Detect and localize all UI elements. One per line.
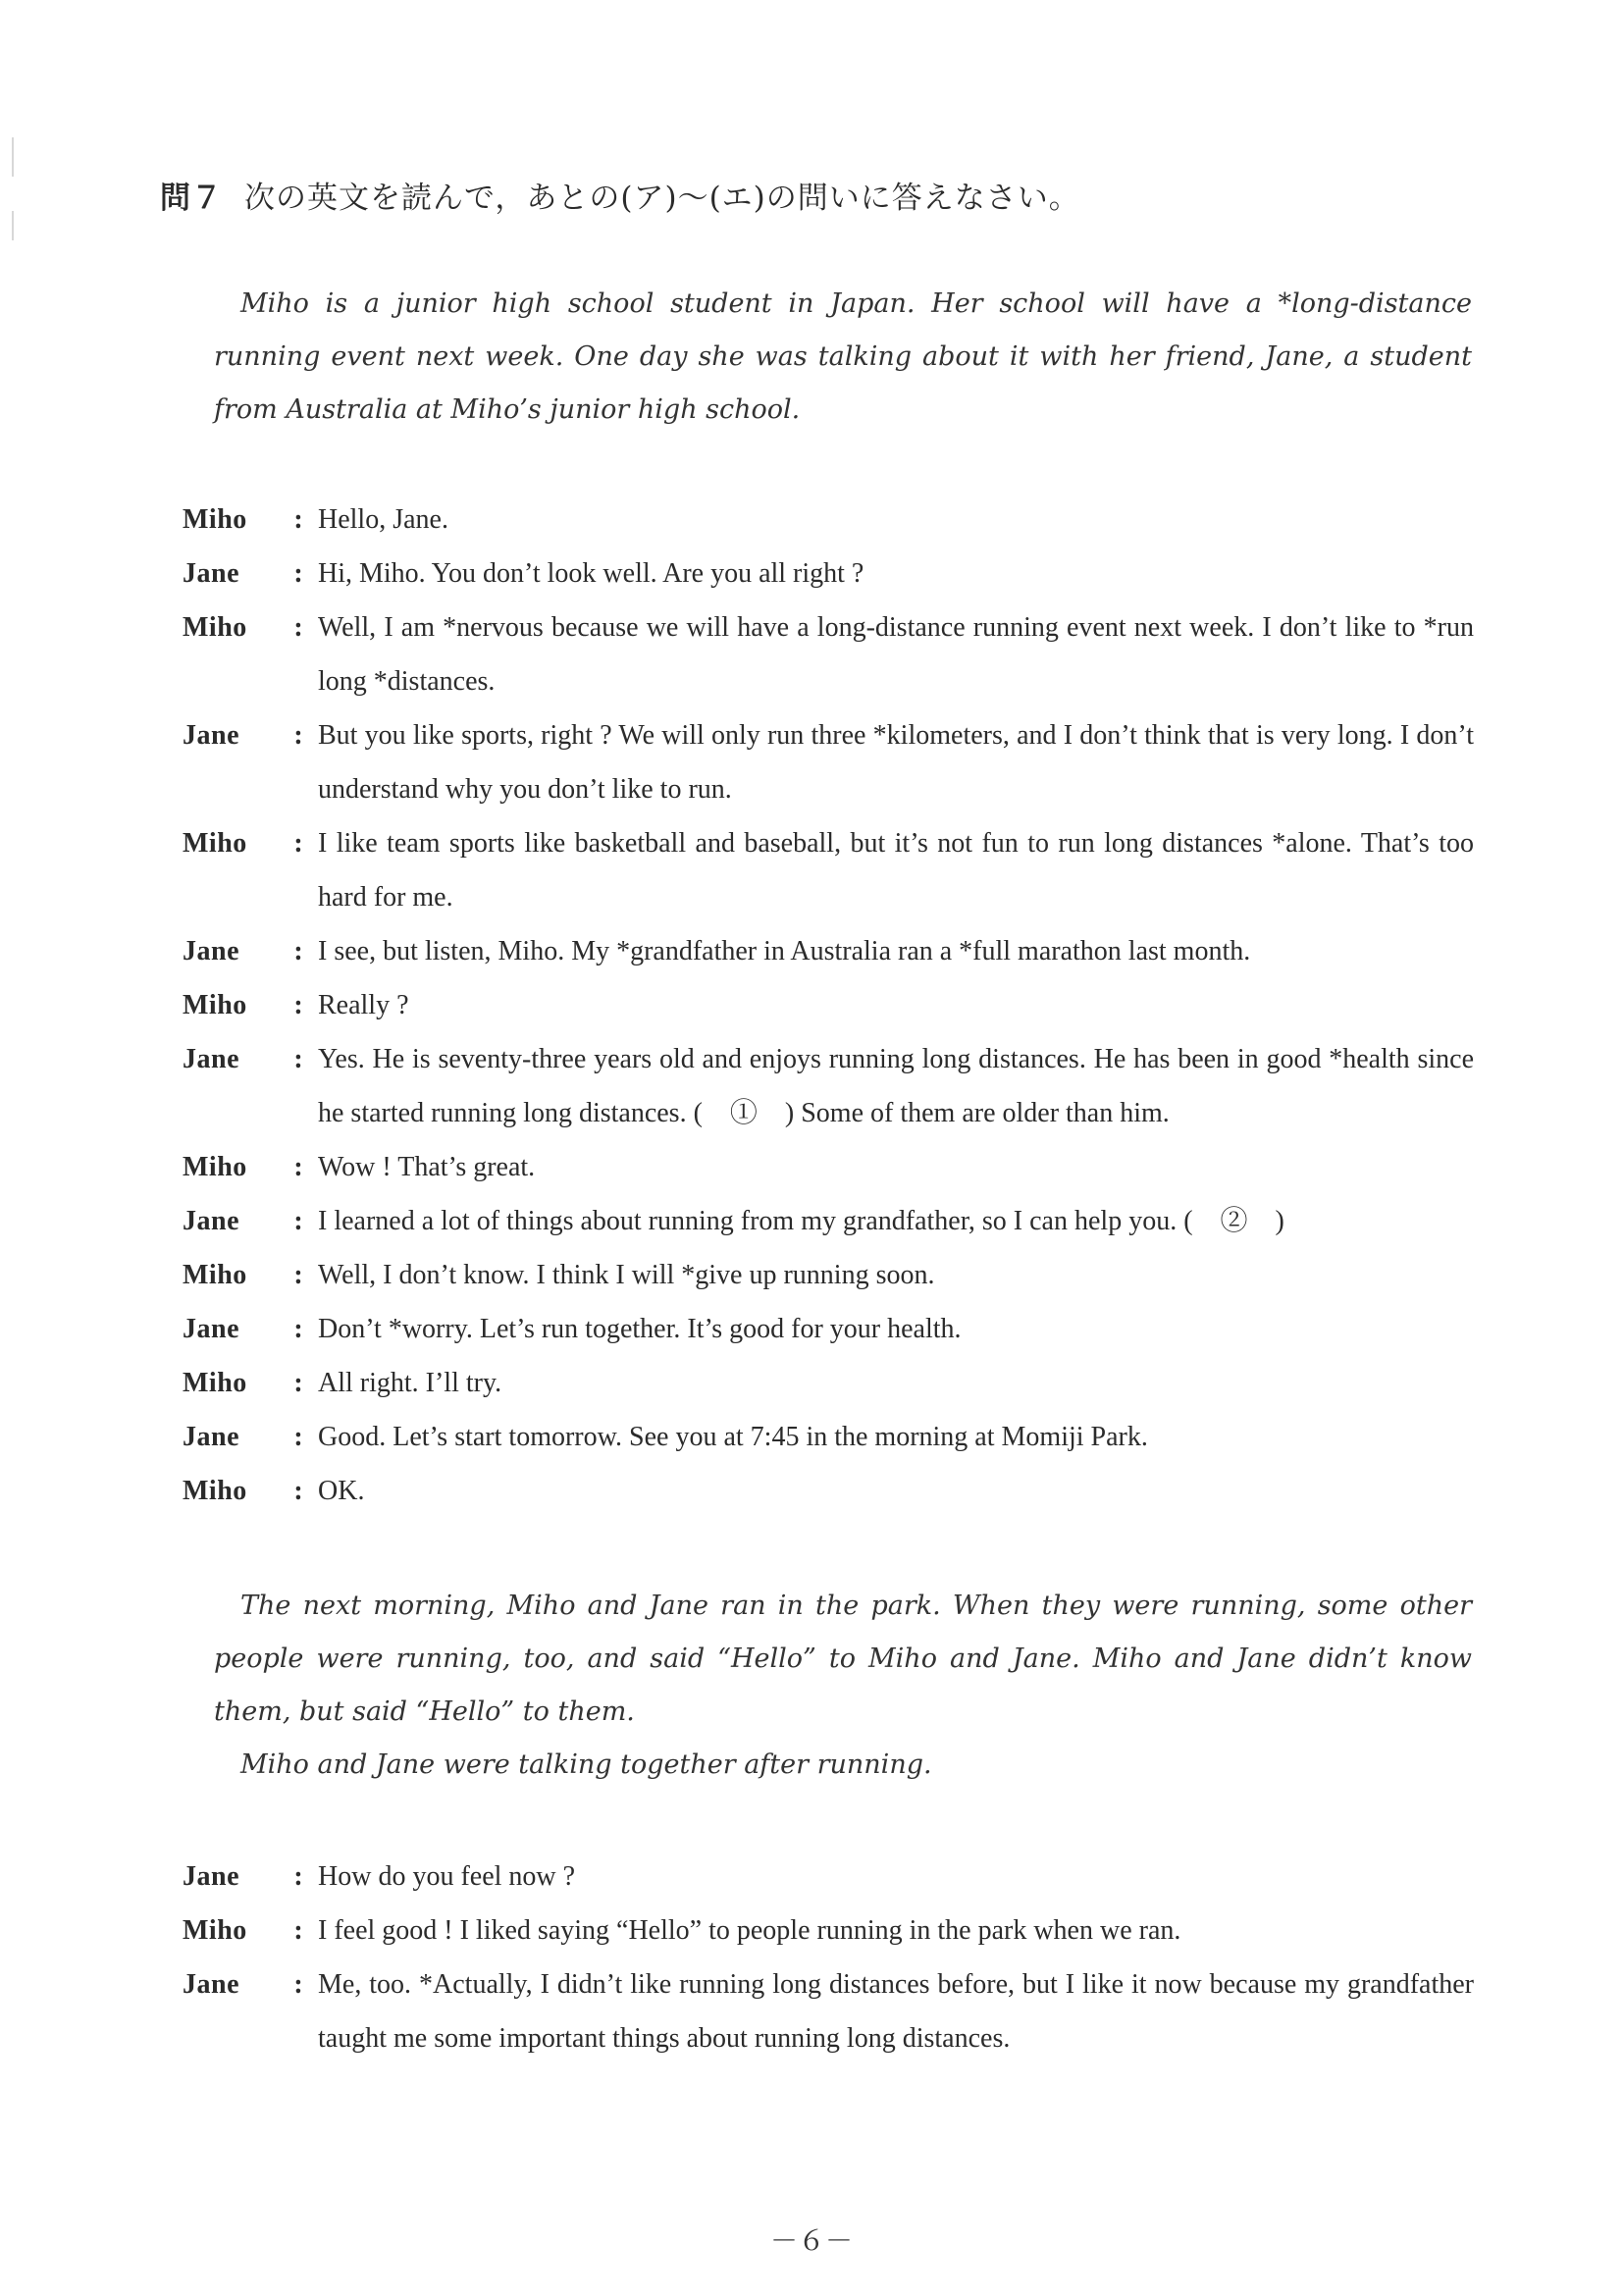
speaker-name: Jane: [183, 1206, 239, 1236]
speech-text: Yes. He is seventy-three years old and enjoys running long distances. He has been in good *health since he started running long distances. ( ① ) Some of them are older than him.: [318, 1044, 1474, 1128]
speaker-colon: :: [293, 1915, 303, 1946]
dialogue-line: [183, 708, 1474, 816]
speaker-colon: :: [293, 1368, 303, 1398]
speech-text: How do you feel now ?: [318, 1861, 576, 1892]
question-heading: [160, 173, 1080, 217]
dialogue-line: [183, 924, 1474, 978]
dialogue-line: [183, 1140, 1474, 1194]
speaker-name: Jane: [183, 558, 239, 589]
speaker-colon: :: [293, 1044, 303, 1074]
scan-edge-mark: [12, 211, 14, 240]
question-instruction: 次の英文を読んで，あとの(ア)〜(エ)の問いに答えなさい。: [244, 181, 1080, 216]
speaker-colon: :: [293, 612, 303, 643]
speech-text: All right. I’ll try.: [318, 1368, 502, 1398]
speaker-colon: :: [293, 720, 303, 751]
speaker-name: Miho: [183, 1368, 247, 1398]
narration-paragraph: The next morning, Miho and Jane ran in the park. When they were running, some other people were running, too, and said “Hello” to Miho and Jane. Miho and Jane didn’t know them, but said “Hello” to them.: [214, 1591, 1472, 1727]
speaker-colon: :: [293, 1206, 303, 1236]
speech-text: I feel good ! I liked saying “Hello” to people running in the park when we ran.: [318, 1915, 1181, 1946]
dialogue-line: [183, 816, 1474, 924]
speaker-name: Jane: [183, 1314, 239, 1344]
speech-text: I like team sports like basketball and baseball, but it’s not fun to run long distances *alone. That’s too hard for me.: [318, 828, 1474, 913]
speaker-name: Jane: [183, 1969, 239, 2000]
dialogue-line: [183, 1194, 1474, 1248]
dialogue-line: [183, 1356, 1474, 1410]
speech-text: Hello, Jane.: [318, 504, 448, 535]
dialogue-line: [183, 1248, 1474, 1302]
speaker-colon: :: [293, 558, 303, 589]
speech-text: Good. Let’s start tomorrow. See you at 7:45 in the morning at Momiji Park.: [318, 1422, 1148, 1452]
dialogue-part-2: [183, 1850, 1474, 2065]
speaker-colon: :: [293, 1260, 303, 1290]
speaker-name: Jane: [183, 720, 239, 751]
speaker-colon: :: [293, 1861, 303, 1892]
speaker-name: Miho: [183, 504, 247, 535]
speaker-colon: :: [293, 936, 303, 966]
dialogue-part-1: [183, 493, 1474, 1518]
dialogue-line: [183, 547, 1474, 600]
speaker-colon: :: [293, 1969, 303, 2000]
speaker-colon: :: [293, 1476, 303, 1506]
speaker-name: Miho: [183, 1260, 247, 1290]
speech-text: Well, I am *nervous because we will have a long-distance running event next week. I don’t like to *run long *distances.: [318, 612, 1474, 697]
speech-text: I see, but listen, Miho. My *grandfather in Australia ran a *full marathon last month.: [318, 936, 1251, 966]
speech-text: Me, too. *Actually, I didn’t like running long distances before, but I like it now because my grandfather taught me some important things about running long distances.: [318, 1969, 1474, 2054]
speaker-colon: :: [293, 828, 303, 859]
speaker-name: Jane: [183, 1422, 239, 1452]
dialogue-line: [183, 1032, 1474, 1140]
narration-paragraph: Miho is a junior high school student in Japan. Her school will have a *long-distance running event next week. One day she was talking about it with her friend, Jane, a student from Australia at Miho’s junior high school.: [214, 288, 1472, 425]
speech-text: I learned a lot of things about running from my grandfather, so I can help you. ( ② ): [318, 1206, 1284, 1236]
speaker-colon: :: [293, 990, 303, 1020]
speech-text: Don’t *worry. Let’s run together. It’s good for your health.: [318, 1314, 962, 1344]
speaker-name: Miho: [183, 612, 247, 643]
speech-text: OK.: [318, 1476, 365, 1506]
speech-text: Well, I don’t know. I think I will *give up running soon.: [318, 1260, 935, 1290]
page-number: －６－: [769, 2224, 853, 2257]
narration-paragraph: Miho and Jane were talking together after running.: [240, 1749, 932, 1780]
dialogue-line: [183, 1850, 1474, 1904]
speaker-name: Jane: [183, 1044, 239, 1074]
speaker-name: Miho: [183, 1476, 247, 1506]
dialogue-line: [183, 978, 1474, 1032]
dialogue-line: [183, 1410, 1474, 1464]
dialogue-line: [183, 493, 1474, 547]
speaker-name: Jane: [183, 936, 239, 966]
dialogue-line: [183, 1904, 1474, 1957]
speaker-colon: :: [293, 1422, 303, 1452]
speech-text: Wow ! That’s great.: [318, 1152, 536, 1182]
dialogue-line: [183, 1302, 1474, 1356]
speaker-name: Miho: [183, 990, 247, 1020]
speech-text: Really ?: [318, 990, 409, 1020]
dialogue-line: [183, 1464, 1474, 1518]
speaker-name: Miho: [183, 828, 247, 859]
speech-text: Hi, Miho. You don’t look well. Are you all right ?: [318, 558, 864, 589]
speaker-colon: :: [293, 1314, 303, 1344]
speaker-colon: :: [293, 504, 303, 535]
speech-text: But you like sports, right ? We will only run three *kilometers, and I don’t think that is very long. I don’t understand why you don’t like to run.: [318, 720, 1474, 805]
speaker-name: Jane: [183, 1861, 239, 1892]
dialogue-line: [183, 600, 1474, 708]
question-number: 問７: [160, 181, 223, 216]
dialogue-line: [183, 1957, 1474, 2065]
speaker-name: Miho: [183, 1915, 247, 1946]
intro-narration: [214, 278, 1472, 437]
speaker-colon: :: [293, 1152, 303, 1182]
middle-narration: [214, 1580, 1472, 1792]
scan-edge-mark: [12, 137, 14, 177]
speaker-name: Miho: [183, 1152, 247, 1182]
